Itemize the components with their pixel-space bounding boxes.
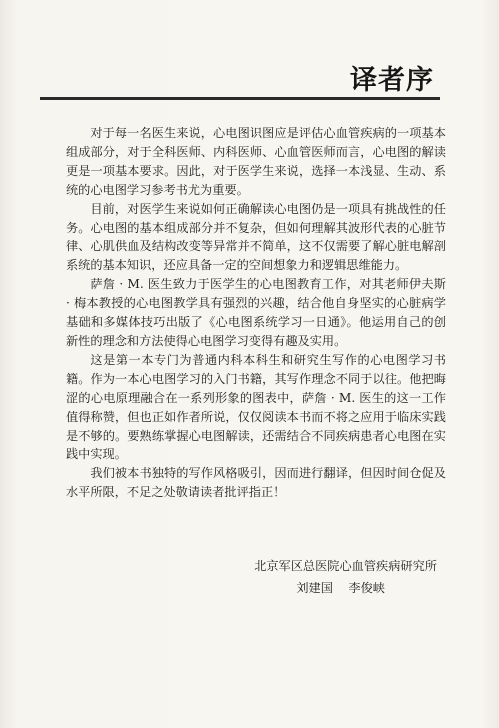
- title-underline: [40, 97, 440, 100]
- signature-institution: 北京军区总医院心血管疾病研究所: [254, 559, 437, 573]
- translator-signature: [137, 555, 437, 599]
- paragraph-3: 萨詹 · M. 医生致力于医学生的心电图教育工作，对其老师伊夫斯 · 梅本教授的心电图教学具有强烈的兴趣，结合他自身坚实的心脏病学基础和多媒体技巧出版了《心电图系统学习一日通》。他运用自己的创新性的理念和方法使得心电图学习变得有趣及实用。: [66, 277, 446, 348]
- heading-block: [40, 42, 440, 100]
- preface-body: [66, 124, 446, 502]
- paragraph-2: 目前，对医学生来说如何正确解读心电图仍是一项具有挑战性的任务。心电图的基本组成部分并不复杂，但如何理解其波形代表的心脏节律、心肌供血及结构改变等异常并不简单，这不仅需要了解心脏电解剖系统的基本知识，还应具备一定的空间想象力和逻辑思维能力。: [66, 201, 446, 273]
- signature-names: 刘建国 李俊峡: [296, 581, 385, 595]
- paragraph-5: 我们被本书独特的写作风格吸引，因而进行翻译，但因时间仓促及水平所限，不足之处敬请读者批评指正！: [66, 466, 446, 500]
- page-title: 译者序: [350, 65, 434, 96]
- paragraph-1: 对于每一名医生来说，心电图识图应是评估心血管疾病的一项基本组成部分，对于全科医师、内科医师、心血管医师而言，心电图的解读更是一项基本要求。因此，对于医学生来说，选择一本浅显、生动、系统的心电图学习参考书尤为重要。: [66, 126, 446, 197]
- paragraph-4: 这是第一本专门为普通内科本科生和研究生写作的心电图学习书籍。作为一本心电图学习的入门书籍，其写作理念不同于以往。他把晦涩的心电原理融合在一系列形象的图表中，萨詹 · M. 医生的这一工作值得称赞，但也正如作者所说，仅仅阅读本书而不将之应用于临床实践是不够的。要熟练掌握心电图解读，还需结合不同疾病患者心电图在实践中实现。: [66, 352, 446, 462]
